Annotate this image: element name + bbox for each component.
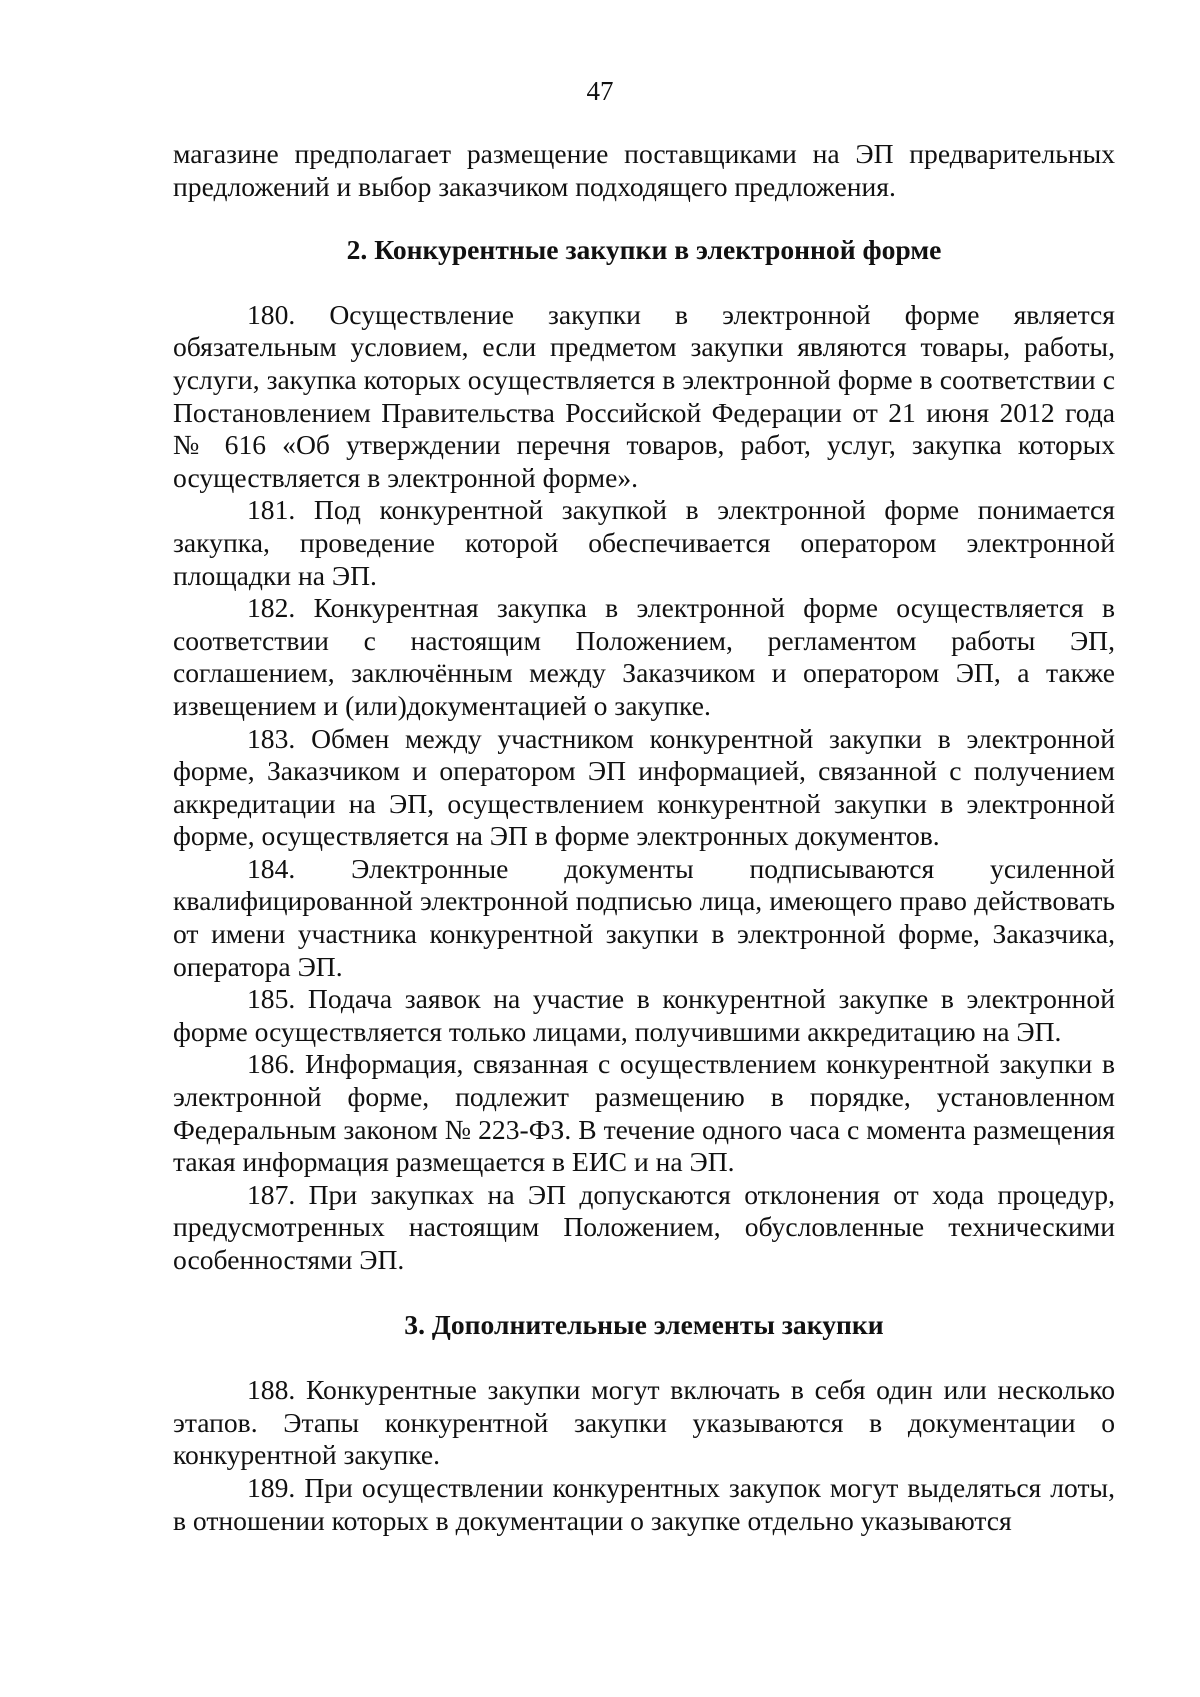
paragraph-181: 181. Под конкурентной закупкой в электронной форме понимается закупка, проведение которой обеспечивается оператором электронной площадки на ЭП.	[173, 494, 1115, 591]
page-number: 47	[586, 76, 614, 106]
paragraph-182: 182. Конкурентная закупка в электронной форме осуществляется в соответствии с настоящим Положением, регламентом работы ЭП, соглашением, заключённым между Заказчиком и оператором ЭП, а также извещением и (или)документацией о закупке.	[173, 592, 1115, 721]
paragraph-183: 183. Обмен между участником конкурентной закупки в электронной форме, Заказчиком и оператором ЭП информацией, связанной с получением аккредитации на ЭП, осуществлением конкурентной закупки в электронной форме, осуществляется на ЭП в форме электронных документов.	[173, 722, 1115, 852]
paragraph-184: 184. Электронные документы подписываются усиленной квалифицированной электронной подписью лица, имеющего право действовать от имени участника конкурентной закупки в электронной форме, Заказчика, оператора ЭП.	[173, 852, 1115, 982]
paragraph-185: 185. Подача заявок на участие в конкурентной закупке в электронной форме осуществляется только лицами, получившими аккредитацию на ЭП.	[173, 983, 1115, 1047]
paragraph-180: 180. Осуществление закупки в электронной форме является обязательным условием, если предметом закупки являются товары, работы, услуги, закупка которых осуществляется в электронной форме в соответствии с Постановлением Правительства Российской Федерации от 21 июня 2012 года № 616 «Об утверждении перечня товаров, работ, услуг, закупка которых осуществляется в электронной форме».	[173, 298, 1115, 493]
paragraph-187: 187. При закупках на ЭП допускаются отклонения от хода процедур, предусмотренных настоящим Положением, обусловленные техническими особенностями ЭП.	[173, 1178, 1115, 1275]
intro-paragraph: магазине предполагает размещение поставщиками на ЭП предварительных предложений и выбор заказчиком подходящего предложения.	[173, 138, 1115, 202]
paragraph-186: 186. Информация, связанная с осуществлением конкурентной закупки в электронной форме, подлежит размещению в порядке, установленном Федеральным законом № 223-ФЗ. В течение одного часа с момента размещения такая информация размещается в ЕИС и на ЭП.	[173, 1048, 1115, 1178]
paragraph-188: 188. Конкурентные закупки могут включать в себя один или несколько этапов. Этапы конкурентной закупки указываются в документации о конкурентной закупке.	[173, 1374, 1115, 1471]
document-body	[173, 138, 1115, 1537]
section-3-heading: 3. Дополнительные элементы закупки	[404, 1308, 884, 1340]
section-2-heading: 2. Конкурентные закупки в электронной форме	[346, 234, 942, 266]
paragraph-189: 189. При осуществлении конкурентных закупок могут выделяться лоты, в отношении которых в документации о закупке отдельно указываются	[173, 1471, 1115, 1536]
